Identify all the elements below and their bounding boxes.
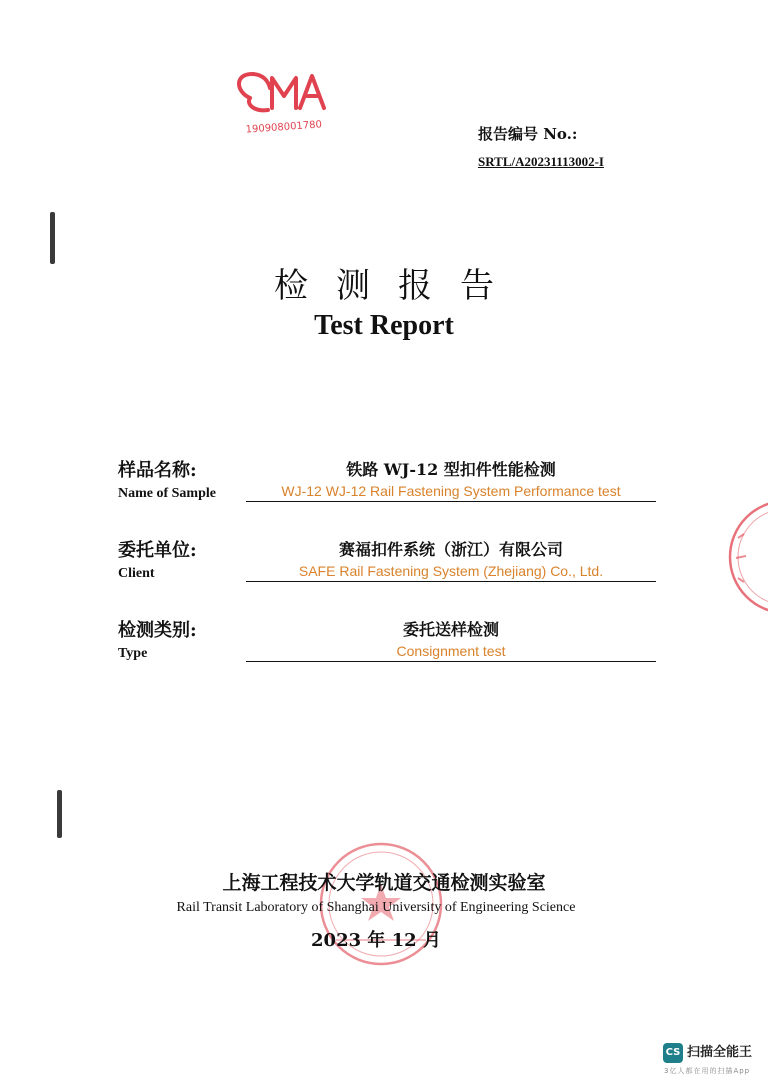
field-client — [118, 536, 658, 606]
field-underline — [246, 501, 656, 502]
svg-text:190908001780: 190908001780 — [245, 119, 323, 136]
title-english: Test Report — [314, 310, 454, 341]
field-label-english: Type — [118, 646, 148, 661]
scanner-tagline: 3亿人都在用的扫描App — [664, 1067, 751, 1075]
scanner-logo-icon: CS — [663, 1043, 683, 1063]
field-sample-name — [118, 456, 658, 526]
field-value-chinese: 铁路 WJ-12 型扣件性能检测 — [346, 460, 556, 479]
field-label-chinese: 委托单位: — [118, 540, 197, 561]
field-value-chinese: 委托送样检测 — [402, 620, 499, 639]
field-underline — [246, 661, 656, 662]
report-number-value: SRTL/A20231113002-I — [478, 154, 604, 169]
field-value-english: WJ-12 WJ-12 Rail Fastening System Performance test — [281, 483, 621, 499]
binder-mark — [57, 790, 62, 838]
field-test-type — [118, 616, 658, 686]
scanner-app-name: 扫描全能王 — [687, 1045, 753, 1060]
binder-mark — [50, 212, 55, 264]
report-number-label: 报告编号 No.: — [478, 125, 578, 143]
field-value-english: Consignment test — [396, 643, 506, 659]
ma-certification-stamp — [228, 68, 340, 138]
field-value-chinese: 赛福扣件系统（浙江）有限公司 — [338, 540, 563, 559]
field-label-chinese: 检测类别: — [118, 620, 197, 641]
field-value-english: SAFE Rail Fastening System (Zhejiang) Co., Ltd. — [298, 563, 604, 579]
field-label-english: Client — [118, 566, 155, 581]
scanner-app-watermark — [660, 1041, 760, 1081]
laboratory-name-chinese: 上海工程技术大学轨道交通检测实验室 — [222, 872, 546, 894]
laboratory-name-english: Rail Transit Laboratory of Shanghai University of Engineering Science — [176, 900, 576, 915]
field-label-chinese: 样品名称: — [118, 460, 197, 481]
title-chinese: 检测报告 — [274, 266, 522, 306]
field-underline — [246, 581, 656, 582]
partial-seal-stamp — [724, 498, 768, 616]
report-date: 2023 年 12 月 — [311, 930, 441, 951]
field-label-english: Name of Sample — [118, 486, 216, 501]
